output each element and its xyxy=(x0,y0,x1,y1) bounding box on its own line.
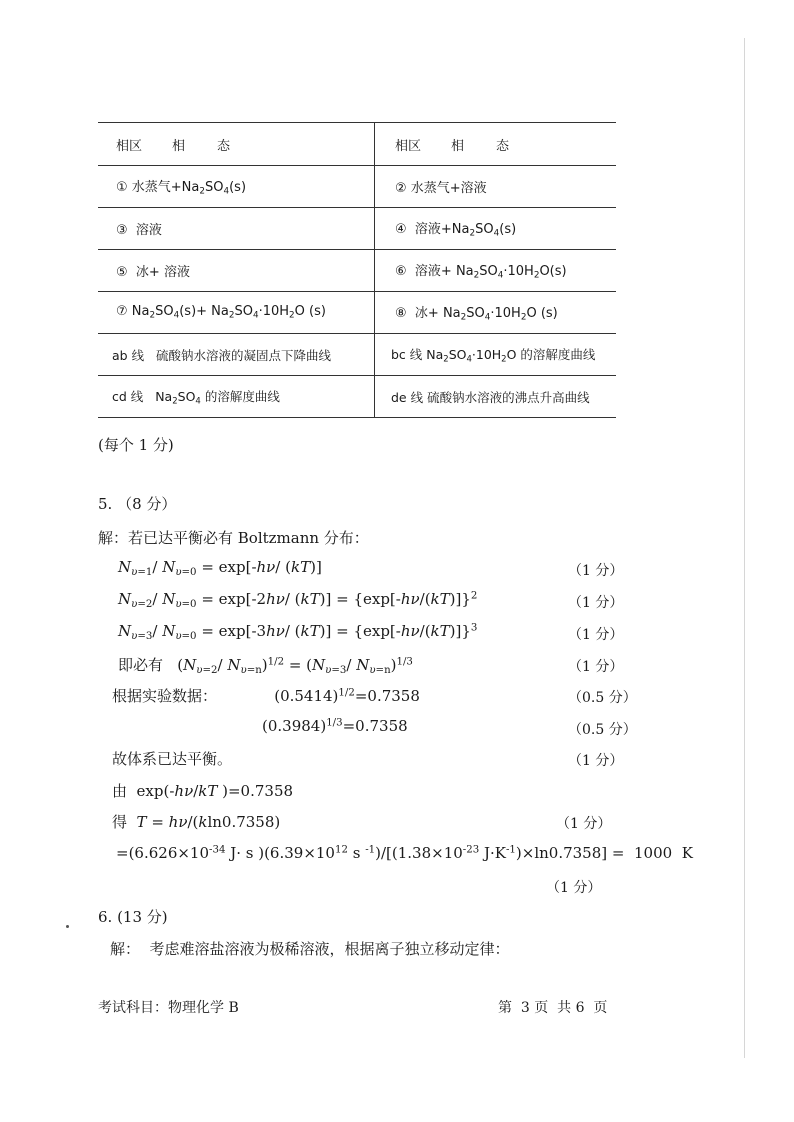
q5-equation-4: 即必有 ($N_{\upsilon=2}/$ $N_{\upsilon=n})^{1/2} = (N_{\upsilon=3}/$ $N_{\upsilon=n})^{1/3}$ xyxy=(118,656,413,677)
q5-result: 得 T = hν/(kln0.7358) xyxy=(112,813,281,831)
q5-title: 5. （8 分） xyxy=(98,495,177,513)
q5-equation-2: $N_{\upsilon=2}/$ $N_{\upsilon=0} = \exp[-2h\nu/$ $(kT)] = \{\exp[-h\nu/(kT)]\}^2$ xyxy=(118,590,478,611)
q5-score-8: （1 分） xyxy=(556,816,612,832)
table-cell: de 线 硫酸钠水溶液的沸点升高曲线 xyxy=(375,376,617,418)
page-edge-line xyxy=(744,38,745,1058)
q5-from: 由 exp(-hν/kT )=0.7358 xyxy=(112,782,294,800)
table-cell: ④ 溶液$+Na_2SO_4(s)$ xyxy=(375,208,617,250)
scoring-note: (每个 1 分) xyxy=(98,436,174,454)
table-cell: ⑦ $Na_2SO_4(s)+ Na_2SO_4\cdot 10H_2O$ (s) xyxy=(98,292,375,334)
header-cell-phase-2: 态 xyxy=(217,138,231,154)
table-header-row xyxy=(98,123,616,166)
q5-data-1: 根据实验数据： $(0.5414)^{1/2}=0.7358$ xyxy=(112,687,420,705)
q5-score-9: （1 分） xyxy=(546,880,602,896)
phase-table xyxy=(98,122,616,418)
q5-score-4: （1 分） xyxy=(568,659,624,675)
table-row xyxy=(98,208,616,250)
q5-data-2: $(0.3984)^{1/3}=0.7358$ xyxy=(262,717,408,735)
table-cell: ① 水蒸气$+Na_2SO_4(s)$ xyxy=(98,166,375,208)
footer-page-number: 第 3 页 共 6 页 xyxy=(498,1000,608,1016)
q6-intro: 解： 考虑难溶盐溶液为极稀溶液，根据离子独立移动定律： xyxy=(110,940,510,958)
q5-equation-1: $N_{\upsilon=1}/$ $N_{\upsilon=0} = \exp[-h\nu/$ (kT)] xyxy=(118,558,322,579)
table-row xyxy=(98,334,616,376)
header-cell-region: 相区 xyxy=(116,138,143,154)
table-row xyxy=(98,250,616,292)
stray-mark xyxy=(66,925,69,928)
header-cell-phase-2: 态 xyxy=(496,138,510,154)
table-header-left xyxy=(98,123,375,166)
q6-title: 6. (13 分) xyxy=(98,908,168,926)
q5-score-2: （1 分） xyxy=(568,595,624,611)
table-cell: ③ 溶液 xyxy=(98,208,375,250)
table-header-right xyxy=(375,123,617,166)
table-cell: ⑧ 冰+ $Na_2SO_4\cdot 10H_2O$ (s) xyxy=(375,292,617,334)
header-cell-region: 相区 xyxy=(395,138,422,154)
table-row xyxy=(98,376,616,418)
table-cell: cd 线 $Na_2SO_4$ 的溶解度曲线 xyxy=(98,376,375,418)
header-cell-phase-1: 相 xyxy=(172,138,186,154)
footer-subject: 考试科目：物理化学 B xyxy=(98,1000,239,1016)
q5-score-7: （1 分） xyxy=(568,753,624,769)
q5-score-3: （1 分） xyxy=(568,627,624,643)
table-cell: ⑥ 溶液+ $Na_2SO_4\cdot 10H_2O(s)$ xyxy=(375,250,617,292)
table-cell: ② 水蒸气+溶液 xyxy=(375,166,617,208)
q5-score-5: （0.5 分） xyxy=(568,690,637,706)
table-row xyxy=(98,292,616,334)
q5-calculation: $=(6.626\times 10^{-34}$ J· s )($6.39\times 10^{12}$ s $^{-1})/[(1.38\times 10^{-23}$ $J\cdot K^{-1})\times\ln 0.7358] = 1000$ K xyxy=(116,844,693,862)
q5-equation-3: $N_{\upsilon=3}/$ $N_{\upsilon=0} = \exp[-3h\nu/$ $(kT)] = \{\exp[-h\nu/(kT)]\}^3$ xyxy=(118,622,478,643)
table-cell: bc 线 $Na_2SO_4\cdot 10H_2O$ 的溶解度曲线 xyxy=(375,334,617,376)
q5-intro: 解：若已达平衡必有 Boltzmann 分布： xyxy=(98,529,369,547)
q5-score-6: （0.5 分） xyxy=(568,722,637,738)
q5-conclusion: 故体系已达平衡。 xyxy=(112,750,233,768)
header-cell-phase-1: 相 xyxy=(451,138,465,154)
table-cell: ab 线 硫酸钠水溶液的凝固点下降曲线 xyxy=(98,334,375,376)
table-cell: ⑤ 冰+ 溶液 xyxy=(98,250,375,292)
q5-score-1: （1 分） xyxy=(568,563,624,579)
table-row xyxy=(98,166,616,208)
